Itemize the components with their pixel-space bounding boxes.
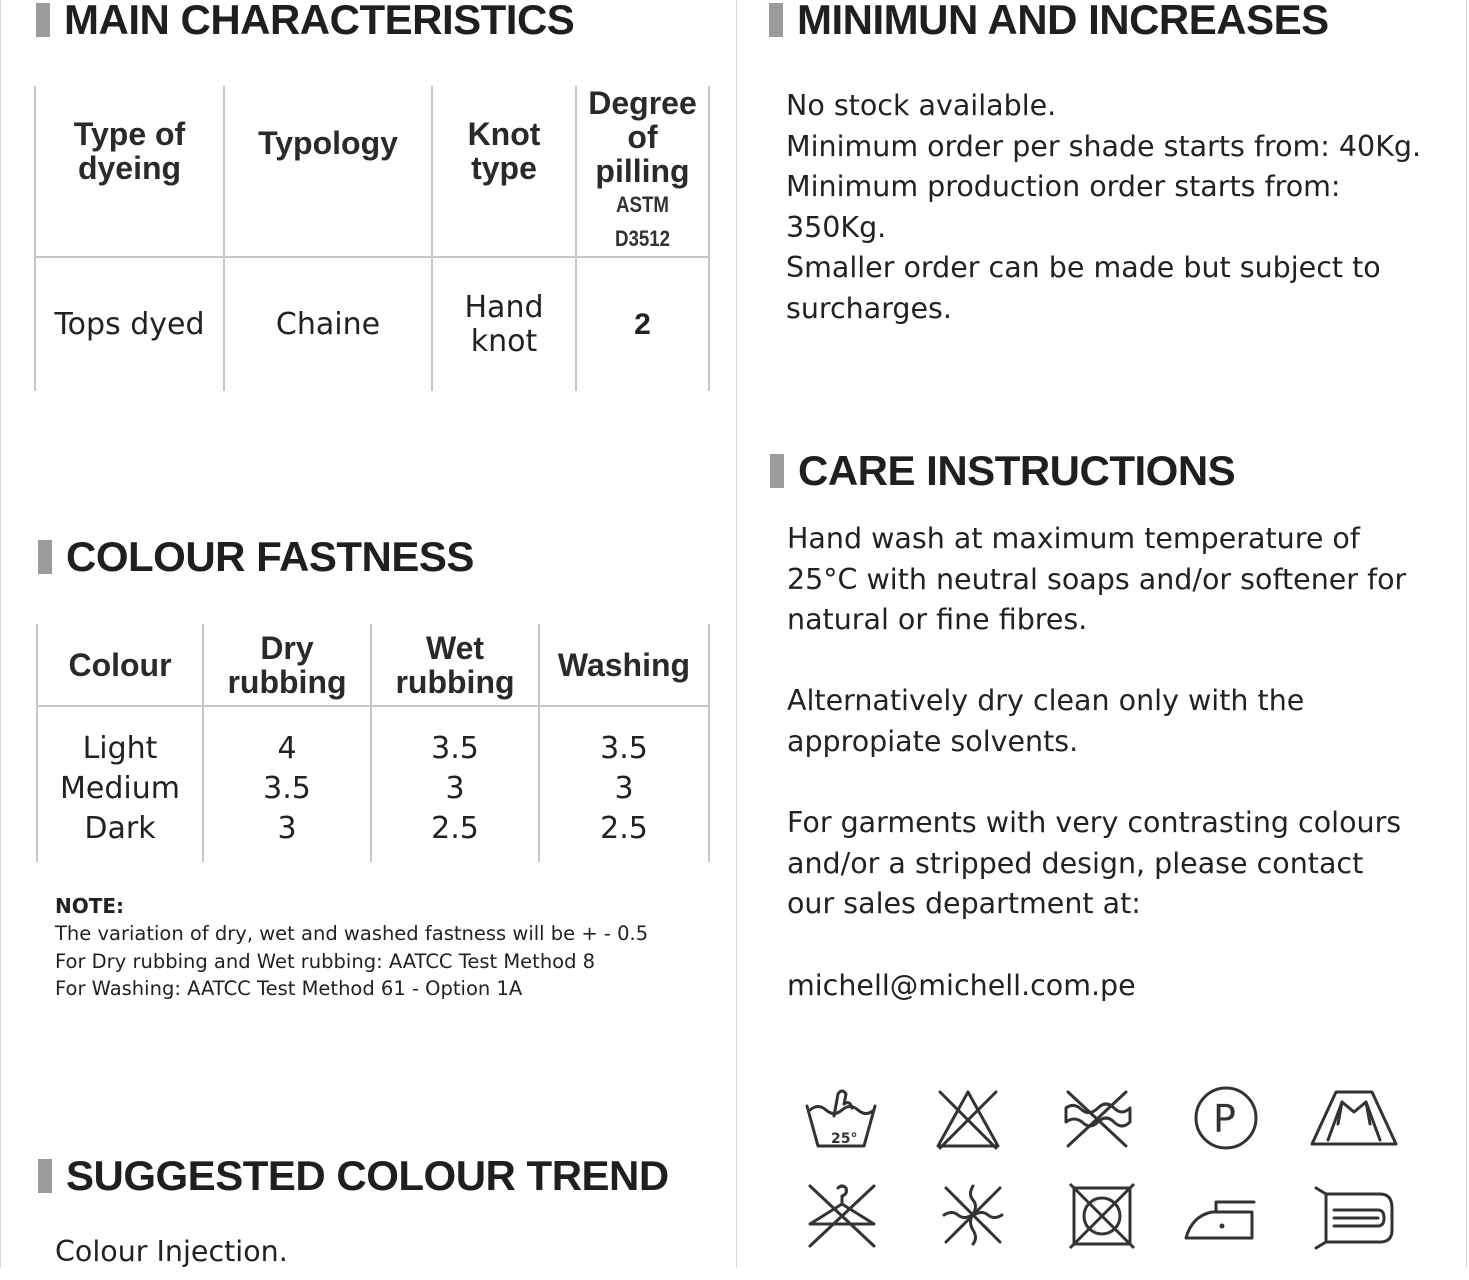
care-line: natural or fine fibres. (787, 603, 1088, 637)
right-border (1466, 0, 1467, 1268)
main-characteristics-heading (36, 0, 574, 44)
colour-column: Light Medium Dark (37, 706, 203, 862)
minimum-line: No stock available. (786, 89, 1057, 122)
minimum-line: 350Kg. (786, 210, 887, 244)
heading-bar (38, 1159, 52, 1193)
minimum-line: surcharges. (786, 291, 952, 325)
washing-column: 3.5 3 2.5 (539, 706, 709, 862)
dry-rubbing-column: 4 3.5 3 (203, 706, 371, 862)
minimum-line: Smaller order can be made but subject to (786, 251, 1381, 285)
note-line: For Washing: AATCC Test Method 61 - Option 1A (55, 977, 523, 1000)
fastness-note (55, 893, 725, 1003)
colour-trend-title: SUGGESTED COLOUR TREND (66, 1152, 669, 1199)
dry-clean-p-icon (1192, 1084, 1260, 1152)
header-dry-rubbing: Dry rubbing (203, 624, 371, 706)
main-characteristics-title: MAIN CHARACTERISTICS (64, 0, 575, 43)
note-line: For Dry rubbing and Wet rubbing: AATCC Test Method 8 (55, 949, 596, 973)
table-header-row (35, 86, 709, 257)
no-wring-icon (1060, 1086, 1134, 1150)
care-heading (770, 447, 1235, 495)
no-bleach-icon (934, 1086, 1002, 1150)
no-tumble-dry-icon (1068, 1182, 1136, 1250)
header-type-of-dyeing: Type of dyeing (35, 86, 224, 257)
iron-low-icon (1182, 1196, 1258, 1242)
value-typology: Chaine (224, 257, 432, 391)
header-typology: Typology (224, 86, 432, 257)
pilling-standard: ASTM D3512 (614, 192, 671, 251)
no-hang-dry-icon (804, 1180, 880, 1250)
care-title: CARE INSTRUCTIONS (798, 447, 1236, 494)
value-knot-type: Hand knot (432, 257, 576, 391)
svg-text:25°: 25° (831, 1131, 858, 1147)
care-line: our sales department at: (787, 887, 1141, 921)
left-border (0, 0, 1, 1268)
care-line: Hand wash at maximum temperature of (787, 522, 1360, 555)
header-knot-type: Knot type (432, 86, 576, 257)
wet-rubbing-column: 3.5 3 2.5 (371, 706, 539, 862)
svg-text:P: P (1213, 1097, 1236, 1141)
colour-fastness-table (36, 624, 710, 862)
care-line: Alternatively dry clean only with the (787, 684, 1305, 718)
minimum-title: MINIMUN AND INCREASES (797, 0, 1329, 43)
care-line: 25°C with neutral soaps and/or softener for (787, 562, 1407, 596)
heading-bar (38, 540, 52, 574)
minimum-text (786, 86, 1456, 330)
heading-bar (769, 3, 783, 37)
main-characteristics-table (34, 86, 710, 391)
value-degree-of-pilling: 2 (576, 257, 709, 391)
column-divider (736, 0, 737, 1268)
colour-fastness-heading (38, 533, 474, 581)
header-degree-of-pilling: Degree of pilling ASTM D3512 (576, 86, 709, 257)
minimum-heading (769, 0, 1329, 44)
care-line: and/or a stripped design, please contact (787, 846, 1364, 880)
note-line: The variation of dry, wet and washed fastness will be + - 0.5 (55, 922, 649, 945)
hand-wash-25-icon (804, 1086, 878, 1150)
minimum-line: Minimum production order starts from: (786, 170, 1341, 204)
contact-email: michell@michell.com.pe (787, 968, 1136, 1002)
value-type-of-dyeing: Tops dyed (35, 257, 224, 391)
colour-trend-heading (38, 1152, 669, 1200)
header-wet-rubbing: Wet rubbing (371, 624, 539, 706)
dry-flat-icon (1308, 1088, 1400, 1148)
table-row (35, 257, 709, 391)
header-washing: Washing (539, 624, 709, 706)
care-line: For garments with very contrasting colours (787, 806, 1402, 840)
colour-fastness-title: COLOUR FASTNESS (66, 533, 474, 580)
no-steam-icon (938, 1180, 1008, 1250)
minimum-line: Minimum order per shade starts from: 40Kg. (786, 129, 1422, 163)
note-title: NOTE: (55, 894, 125, 918)
care-text (787, 519, 1457, 1006)
header-colour: Colour (37, 624, 203, 706)
heading-bar (770, 454, 784, 488)
table-row (37, 706, 709, 862)
heading-bar (36, 3, 50, 37)
colour-trend-text: Colour Injection. (55, 1235, 288, 1268)
table-header-row (37, 624, 709, 706)
dry-flat-shade-icon (1312, 1186, 1396, 1250)
care-line: appropiate solvents. (787, 724, 1079, 758)
